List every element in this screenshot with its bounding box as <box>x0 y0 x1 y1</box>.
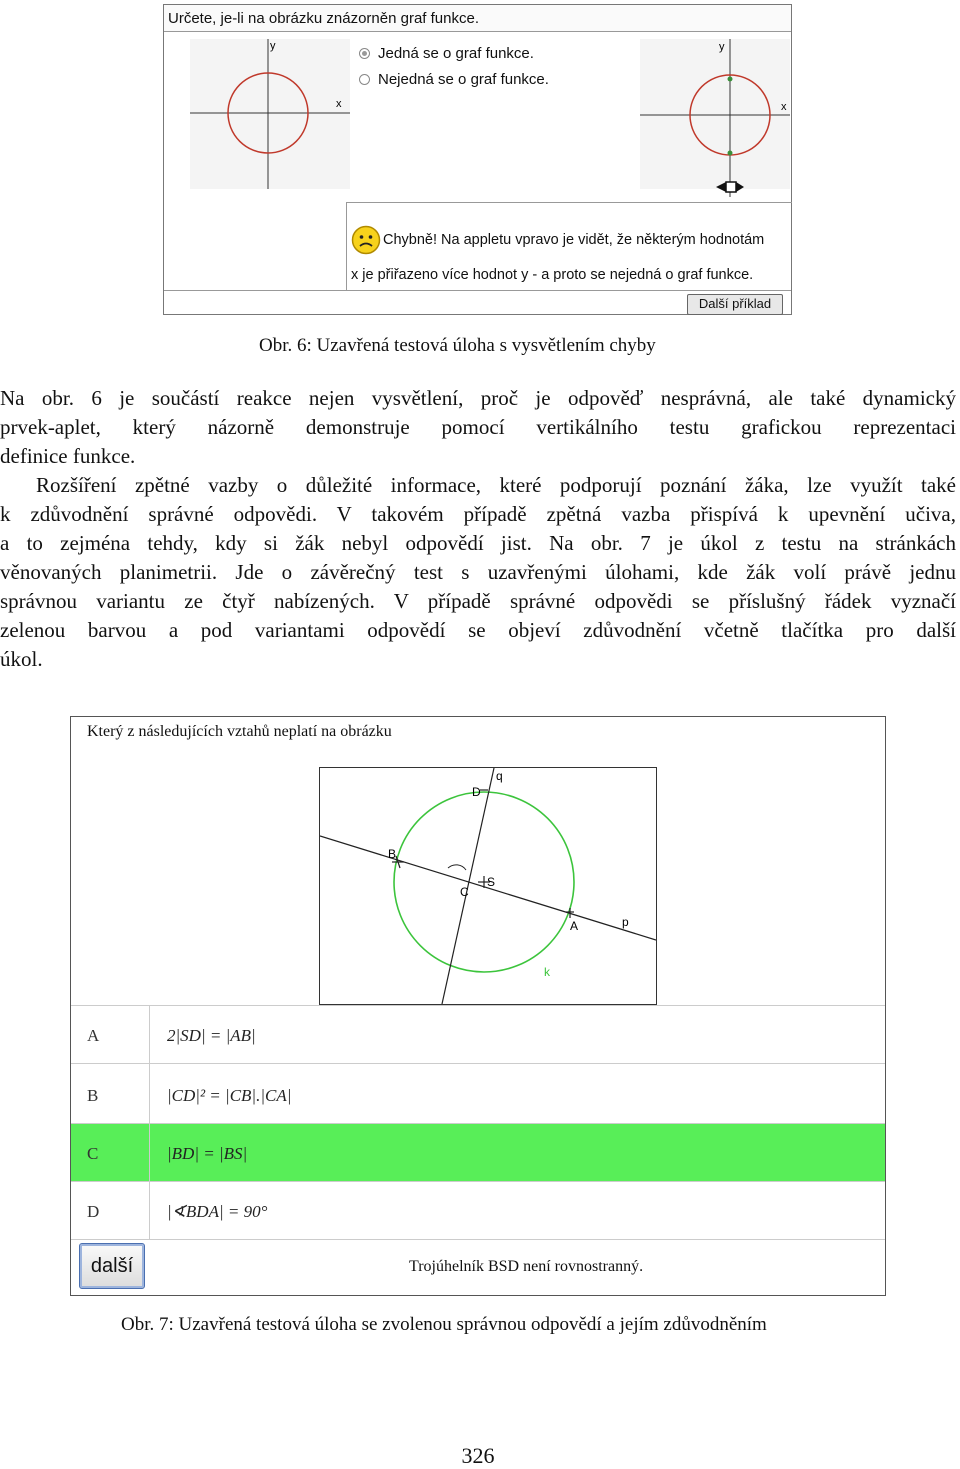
left-graph <box>190 39 350 189</box>
label-k: k <box>544 965 550 979</box>
fig6-caption: Obr. 6: Uzavřená testová úloha s vysvětlením chyby <box>259 335 656 356</box>
paragraph-2-line-2: k zdůvodnění správné odpovědi. V takovém případě zpětná vazba přispívá k upevnění učiva, <box>0 502 956 526</box>
answer-formula-B: |CD|² = |CB|.|CA| <box>167 1086 292 1105</box>
answer-letter-B: B <box>87 1086 99 1105</box>
radio-selected[interactable] <box>359 48 370 59</box>
answer-formula-A: 2|SD| = |AB| <box>167 1026 256 1045</box>
next-task-button[interactable]: další <box>79 1243 145 1289</box>
answer-letter-C: C <box>87 1144 99 1163</box>
page-number: 326 <box>461 1443 495 1468</box>
right-graph-x-label: x <box>781 101 787 113</box>
left-graph-x-label: x <box>336 98 342 110</box>
fig6-divider <box>164 290 791 291</box>
feedback-line-1: Chybně! Na appletu vpravo je vidět, že některým hodnotám <box>383 232 765 248</box>
feedback-panel <box>346 202 792 290</box>
answer-row-A[interactable] <box>71 1005 885 1064</box>
label-B: B <box>388 847 397 861</box>
answer-letter-A: A <box>87 1026 100 1045</box>
geometry-canvas <box>319 767 657 1005</box>
answer-formula-D: |∢BDA| = 90° <box>167 1202 268 1221</box>
label-C: C <box>460 885 469 899</box>
answer-letter-D: D <box>87 1202 100 1221</box>
fig6-question: Určete, je-li na obrázku znázorněn graf funkce. <box>164 5 791 32</box>
answer-row-C-selected[interactable] <box>71 1123 885 1182</box>
figure-6-applet <box>163 4 792 315</box>
fig7-question: Který z následujících vztahů neplatí na obrázku <box>87 723 392 740</box>
paragraph-2-line-6: zelenou barvou a pod variantami odpovědí se objeví zdůvodnění včetně tlačítka pro další <box>0 618 956 642</box>
sad-face-icon <box>351 225 381 255</box>
radio-unselected[interactable] <box>359 74 370 85</box>
paragraph-2-line-3: a to zejména tehdy, kdy si žák nebyl odpovědí jist. Na obr. 7 je úkol z testu na stránkách <box>0 531 956 555</box>
right-graph-y-label: y <box>719 41 725 53</box>
paragraph-2-line-1: Rozšíření zpětné vazby o důležité informace, které podporují poznání žáka, lze využít také <box>36 473 956 497</box>
label-D: D <box>472 785 481 799</box>
label-q: q <box>496 769 503 783</box>
left-graph-y-label: y <box>270 40 276 52</box>
paragraph-1-line-3: definice funkce. <box>0 444 136 468</box>
option-2-label: Nejedná se o graf funkce. <box>378 71 549 88</box>
paragraph-2-line-5: správnou variantu ze čtyř nabízených. V případě správné odpovědi se příslušný řádek vyznačí <box>0 589 956 613</box>
right-graph <box>640 39 790 199</box>
label-S: S <box>487 875 496 889</box>
label-p: p <box>622 915 629 929</box>
feedback-line-2: x je přiřazeno více hodnot y - a proto se nejedná o graf funkce. <box>351 267 754 283</box>
answer-justification: Trojúhelník BSD není rovnostranný. <box>409 1258 644 1275</box>
answer-row-B[interactable] <box>71 1063 885 1124</box>
paragraph-1-line-2: prvek-aplet, který názorně demonstruje pomocí vertikálního testu grafickou reprezentaci <box>0 415 956 439</box>
fig7-caption: Obr. 7: Uzavřená testová úloha se zvolenou správnou odpovědí a jejím zdůvodněním <box>121 1314 767 1335</box>
answer-formula-C: |BD| = |BS| <box>167 1144 248 1163</box>
option-graph-not-function[interactable] <box>359 71 549 88</box>
label-A: A <box>570 919 579 933</box>
answer-row-D[interactable] <box>71 1181 885 1240</box>
paragraph-2-line-4: věnovaných planimetrii. Jde o závěrečný test s uzavřenými úlohami, kde žák volí právě jednu <box>0 560 956 584</box>
paragraph-1-line-1: Na obr. 6 je součástí reakce nejen vysvětlení, proč je odpověď nesprávná, ale také dynamický <box>0 386 956 410</box>
option-graph-is-function[interactable] <box>359 45 534 62</box>
option-1-label: Jedná se o graf funkce. <box>378 45 534 62</box>
next-example-button[interactable]: Další příklad <box>687 294 783 315</box>
paragraph-2-line-7: úkol. <box>0 647 43 671</box>
figure-7-test <box>70 716 886 1296</box>
